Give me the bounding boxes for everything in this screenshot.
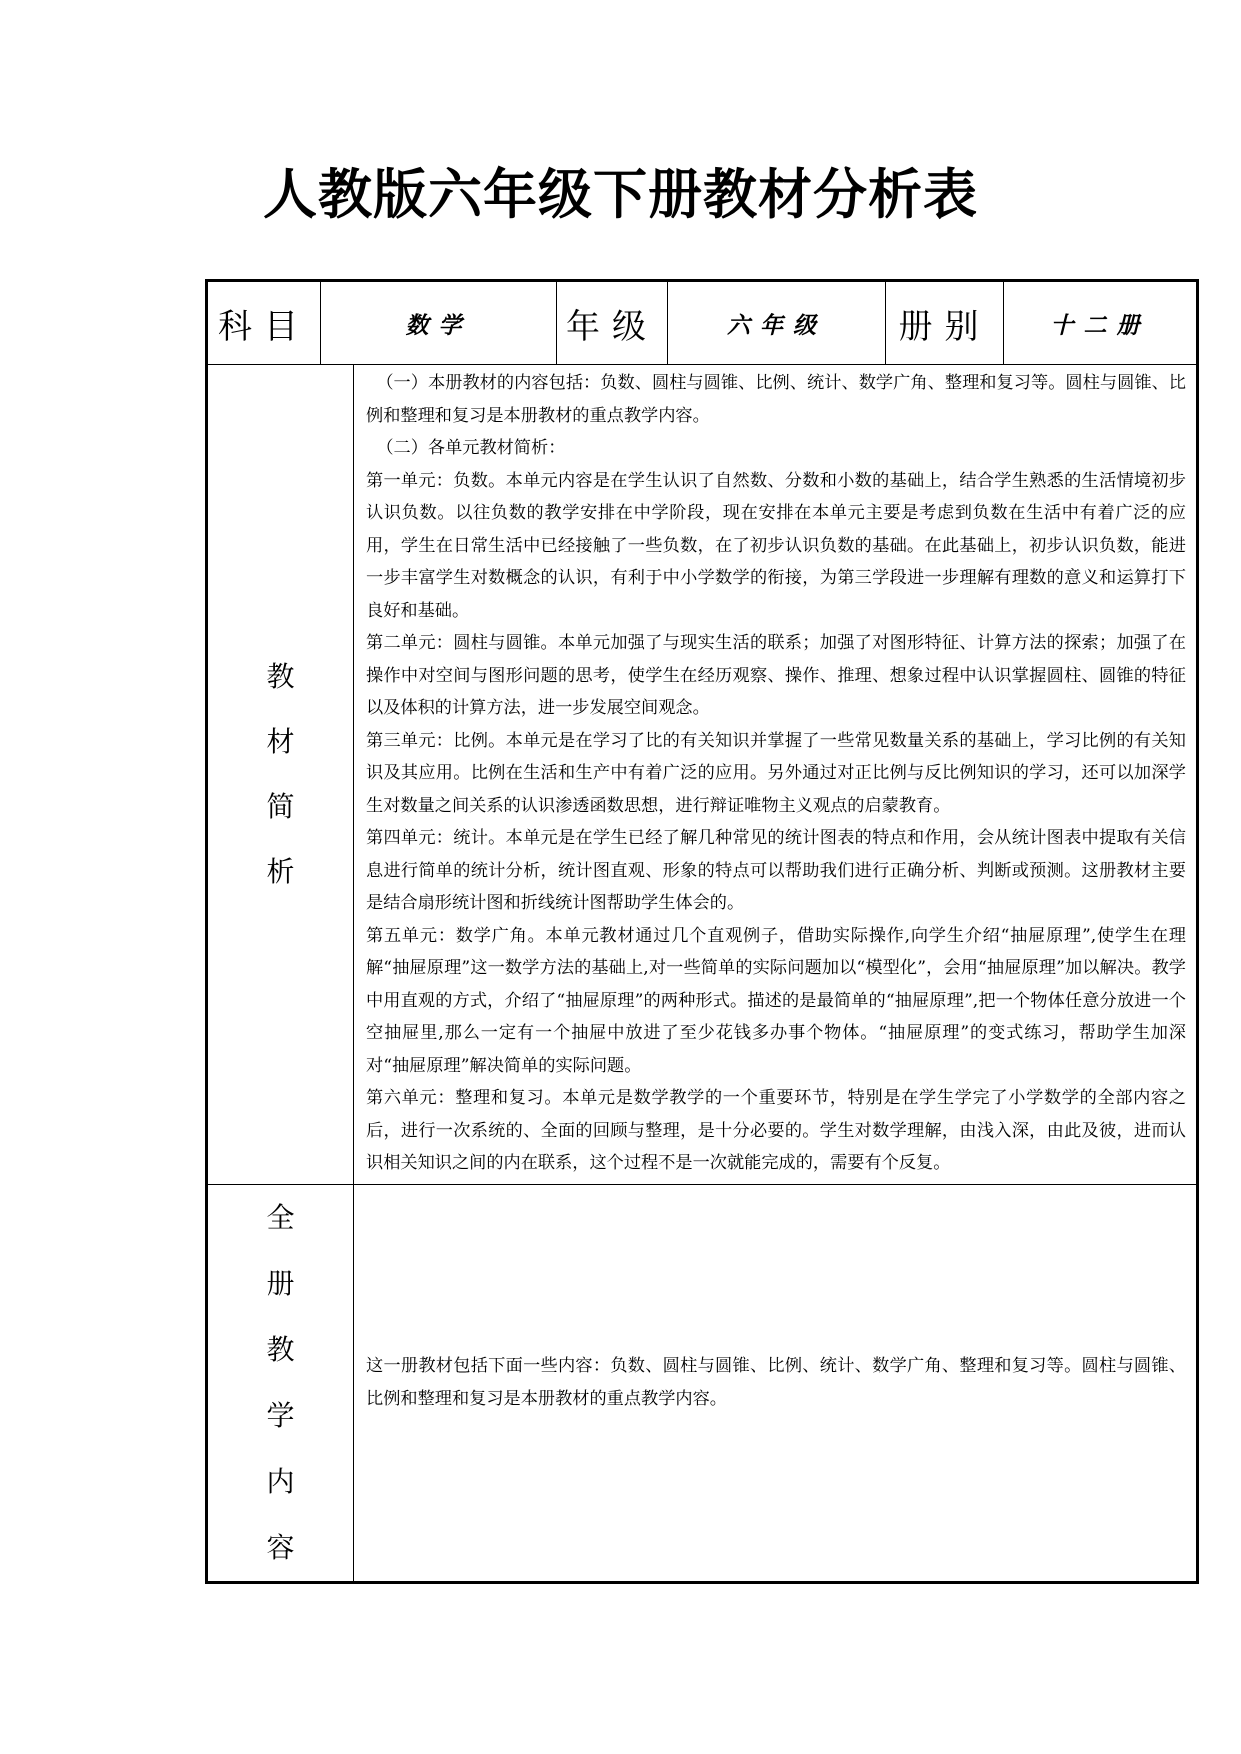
content-label-char: 教 [266, 1332, 295, 1366]
analysis-label-char: 材 [266, 725, 295, 759]
volume-value: 十二册 [1004, 281, 1198, 365]
analysis-label-char: 教 [266, 660, 295, 694]
content-label-char: 册 [266, 1266, 295, 1300]
analysis-paragraph: （二）各单元教材简析： [376, 438, 566, 458]
analysis-row [207, 365, 1198, 1185]
content-row [207, 1184, 1198, 1582]
grade-value: 六年级 [668, 281, 886, 365]
content-body: 这一册教材包括下面一些内容：负数、圆柱与圆锥、比例、统计、数学广角、整理和复习等。圆柱与圆锥、比例和整理和复习是本册教材的重点教学内容。 [354, 1184, 1198, 1582]
analysis-paragraph: 第一单元：负数。本单元内容是在学生认识了自然数、分数和小数的基础上，结合学生熟悉的生活情境初步认识负数。以往负数的教学安排在中学阶段，现在安排在本单元主要是考虑到负数在生活中有着广泛的应用，学生在日常生活中已经接触了一些负数，在了初步认识负数的基础。在此基础上，初步认识负数，能进一步丰富学生对数概念的认识，有利于中小学数学的衔接，为第三学段进一步理解有理数的意义和运算打下良好和基础。 [366, 470, 1186, 621]
content-label-char: 学 [266, 1398, 295, 1432]
analysis-paragraph: 第三单元：比例。本单元是在学习了比的有关知识并掌握了一些常见数量关系的基础上，学习比例的有关知识及其应用。比例在生活和生产中有着广泛的应用。另外通过对正比例与反比例知识的学习，还可以加深学生对数量之间关系的认识渗透函数思想，进行辩证唯物主义观点的启蒙教育。 [366, 730, 1186, 816]
content-label [207, 1184, 354, 1582]
analysis-label-char: 析 [266, 855, 295, 889]
analysis-label-char: 简 [266, 790, 295, 824]
header-row [207, 281, 1198, 365]
content-label-char: 容 [266, 1530, 295, 1564]
subject-value: 数学 [321, 281, 557, 365]
subject-label: 科目 [207, 281, 321, 365]
analysis-paragraph: 第五单元：数学广角。本单元教材通过几个直观例子，借助实际操作,向学生介绍“抽屉原理”,使学生在理解“抽屉原理”这一数学方法的基础上,对一些简单的实际问题加以“模型化”，会用“抽屉原理”加以解决。教学中用直观的方式，介绍了“抽屉原理”的两种形式。描述的是最简单的“抽屉原理”,把一个物体任意分放进一个空抽屉里,那么一定有一个抽屉中放进了至少花钱多办事个物体。“抽屉原理”的变式练习，帮助学生加深对“抽屉原理”解决简单的实际问题。 [366, 925, 1186, 1076]
page-title: 人教版六年级下册教材分析表 [263, 163, 978, 226]
analysis-paragraph: （一）本册教材的内容包括：负数、圆柱与圆锥、比例、统计、数学广角、整理和复习等。圆柱与圆锥、比例和整理和复习是本册教材的重点教学内容。 [366, 373, 1186, 426]
volume-label: 册别 [886, 281, 1004, 365]
analysis-paragraph: 第四单元：统计。本单元是在学生已经了解几种常见的统计图表的特点和作用，会从统计图表中提取有关信息进行简单的统计分析，统计图直观、形象的特点可以帮助我们进行正确分析、判断或预测。这册教材主要是结合扇形统计图和折线统计图帮助学生体会的。 [366, 828, 1186, 913]
content-label-char: 全 [266, 1200, 295, 1234]
analysis-label [207, 365, 354, 1185]
analysis-table [205, 279, 1199, 1584]
analysis-paragraph: 第六单元：整理和复习。本单元是数学教学的一个重要环节，特别是在学生学完了小学数学的全部内容之后，进行一次系统的、全面的回顾与整理，是十分必要的。学生对数学理解，由浅入深，由此及彼，进而认识相关知识之间的内在联系，这个过程不是一次就能完成的，需要有个反复。 [366, 1088, 1186, 1173]
grade-label: 年级 [557, 281, 668, 365]
content-label-char: 内 [266, 1464, 295, 1498]
analysis-body [354, 365, 1198, 1185]
analysis-paragraph: 第二单元：圆柱与圆锥。本单元加强了与现实生活的联系；加强了对图形特征、计算方法的探索；加强了在操作中对空间与图形问题的思考，使学生在经历观察、操作、推理、想象过程中认识掌握圆柱、圆锥的特征以及体积的计算方法，进一步发展空间观念。 [366, 633, 1186, 718]
